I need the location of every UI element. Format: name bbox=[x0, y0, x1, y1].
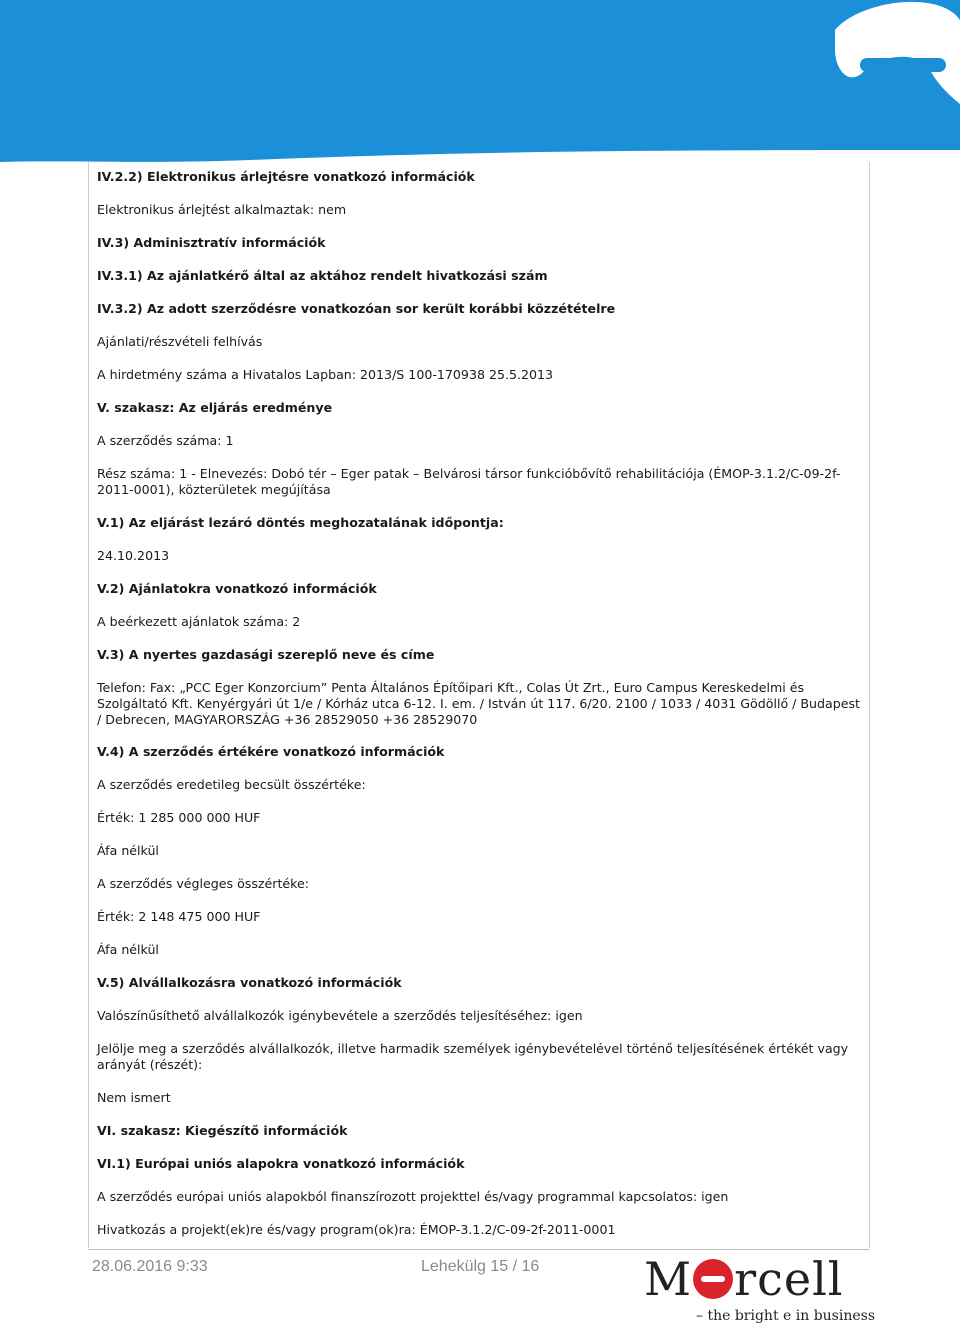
body-text: Érték: 2 148 475 000 HUF bbox=[97, 909, 261, 924]
section-heading: V.2) Ajánlatokra vonatkozó információk bbox=[97, 581, 377, 596]
section-heading: V.1) Az eljárást lezáró döntés meghozatalának időpontja: bbox=[97, 515, 504, 530]
body-text: A szerződés eredetileg becsült összértéke: bbox=[97, 777, 366, 792]
body-text: 24.10.2013 bbox=[97, 548, 170, 563]
body-text: A hirdetmény száma a Hivatalos Lapban: 2013/S 100-170938 25.5.2013 bbox=[97, 367, 554, 382]
body-text: Telefon: Fax: „PCC Eger Konzorcium” Penta Általános Építőipari Kft., Colas Út Zrt., Euro Campus Kereskedelmi és Szolgáltató Kft. Kenyérgyári út 1/e / Kórház utca 6-12. I. em. / István út 117. 6/20. 2100 / 1033 / 4031 Gödöllő / Budapest / Debrecen, MAGYARORSZÁG +36 28529050 +36 28529070 bbox=[97, 680, 860, 727]
body-text: Nem ismert bbox=[97, 1090, 171, 1105]
section-heading: V.3) A nyertes gazdasági szereplő neve és címe bbox=[97, 647, 435, 662]
body-text: Áfa nélkül bbox=[97, 843, 159, 858]
footer-date: 28.06.2016 9:33 bbox=[92, 1258, 208, 1275]
section-heading: IV.2.2) Elektronikus árlejtésre vonatkozó információk bbox=[97, 169, 475, 184]
body-text: Érték: 1 285 000 000 HUF bbox=[97, 810, 261, 825]
section-heading: IV.3.1) Az ajánlatkérő által az aktához rendelt hivatkozási szám bbox=[97, 268, 548, 283]
brand-logo bbox=[640, 1252, 876, 1326]
section-heading: V.5) Alvállalkozásra vonatkozó információk bbox=[97, 975, 402, 990]
body-text: Ajánlati/részvételi felhívás bbox=[97, 334, 263, 349]
body-text: Valószínűsíthető alvállalkozók igénybevétele a szerződés teljesítéséhez: igen bbox=[97, 1008, 583, 1023]
body-text: Elektronikus árlejtést alkalmaztak: nem bbox=[97, 202, 347, 217]
section-heading: VI.1) Európai uniós alapokra vonatkozó információk bbox=[97, 1156, 465, 1171]
body-text: A szerződés végleges összértéke: bbox=[97, 876, 309, 891]
brand-wordmark-end: rcell bbox=[734, 1252, 844, 1306]
section-heading: IV.3.2) Az adott szerződésre vonatkozóan sor került korábbi közzétételre bbox=[97, 301, 616, 316]
header-band bbox=[0, 0, 960, 162]
brand-e-icon bbox=[693, 1259, 733, 1299]
brand-wordmark bbox=[644, 1254, 844, 1304]
section-heading: V.4) A szerződés értékére vonatkozó információk bbox=[97, 744, 445, 759]
brand-wordmark-start: M bbox=[644, 1252, 693, 1306]
section-heading: VI. szakasz: Kiegészítő információk bbox=[97, 1123, 348, 1138]
footer-divider bbox=[88, 1249, 870, 1250]
footer-page-number: Lehekülg 15 / 16 bbox=[421, 1258, 540, 1275]
body-text: A szerződés európai uniós alapokból finanszírozott projekttel és/vagy programmal kapcsolatos: igen bbox=[97, 1189, 729, 1204]
section-heading: V. szakasz: Az eljárás eredménye bbox=[97, 400, 333, 415]
body-text: A beérkezett ajánlatok száma: 2 bbox=[97, 614, 301, 629]
section-heading: IV.3) Adminisztratív információk bbox=[97, 235, 326, 250]
header-banner bbox=[0, 0, 960, 162]
body-text: Hivatkozás a projekt(ek)re és/vagy program(ok)ra: ÉMOP-3.1.2/C-09-2f-2011-0001 bbox=[97, 1222, 616, 1237]
body-text: Jelölje meg a szerződés alvállalkozók, illetve harmadik személyek igénybevételével történő teljesítésének értékét vagy arányát (részét): bbox=[97, 1041, 849, 1072]
body-text: Áfa nélkül bbox=[97, 942, 159, 957]
body-text: Rész száma: 1 - Elnevezés: Dobó tér – Eger patak – Belvárosi társor funkcióbővítő rehabilitációja (ÉMOP-3.1.2/C-09-2f-2011-0001), közterületek megújítása bbox=[97, 466, 841, 497]
brand-tagline: – the bright e in business bbox=[696, 1308, 876, 1324]
body-text: A szerződés száma: 1 bbox=[97, 433, 234, 448]
